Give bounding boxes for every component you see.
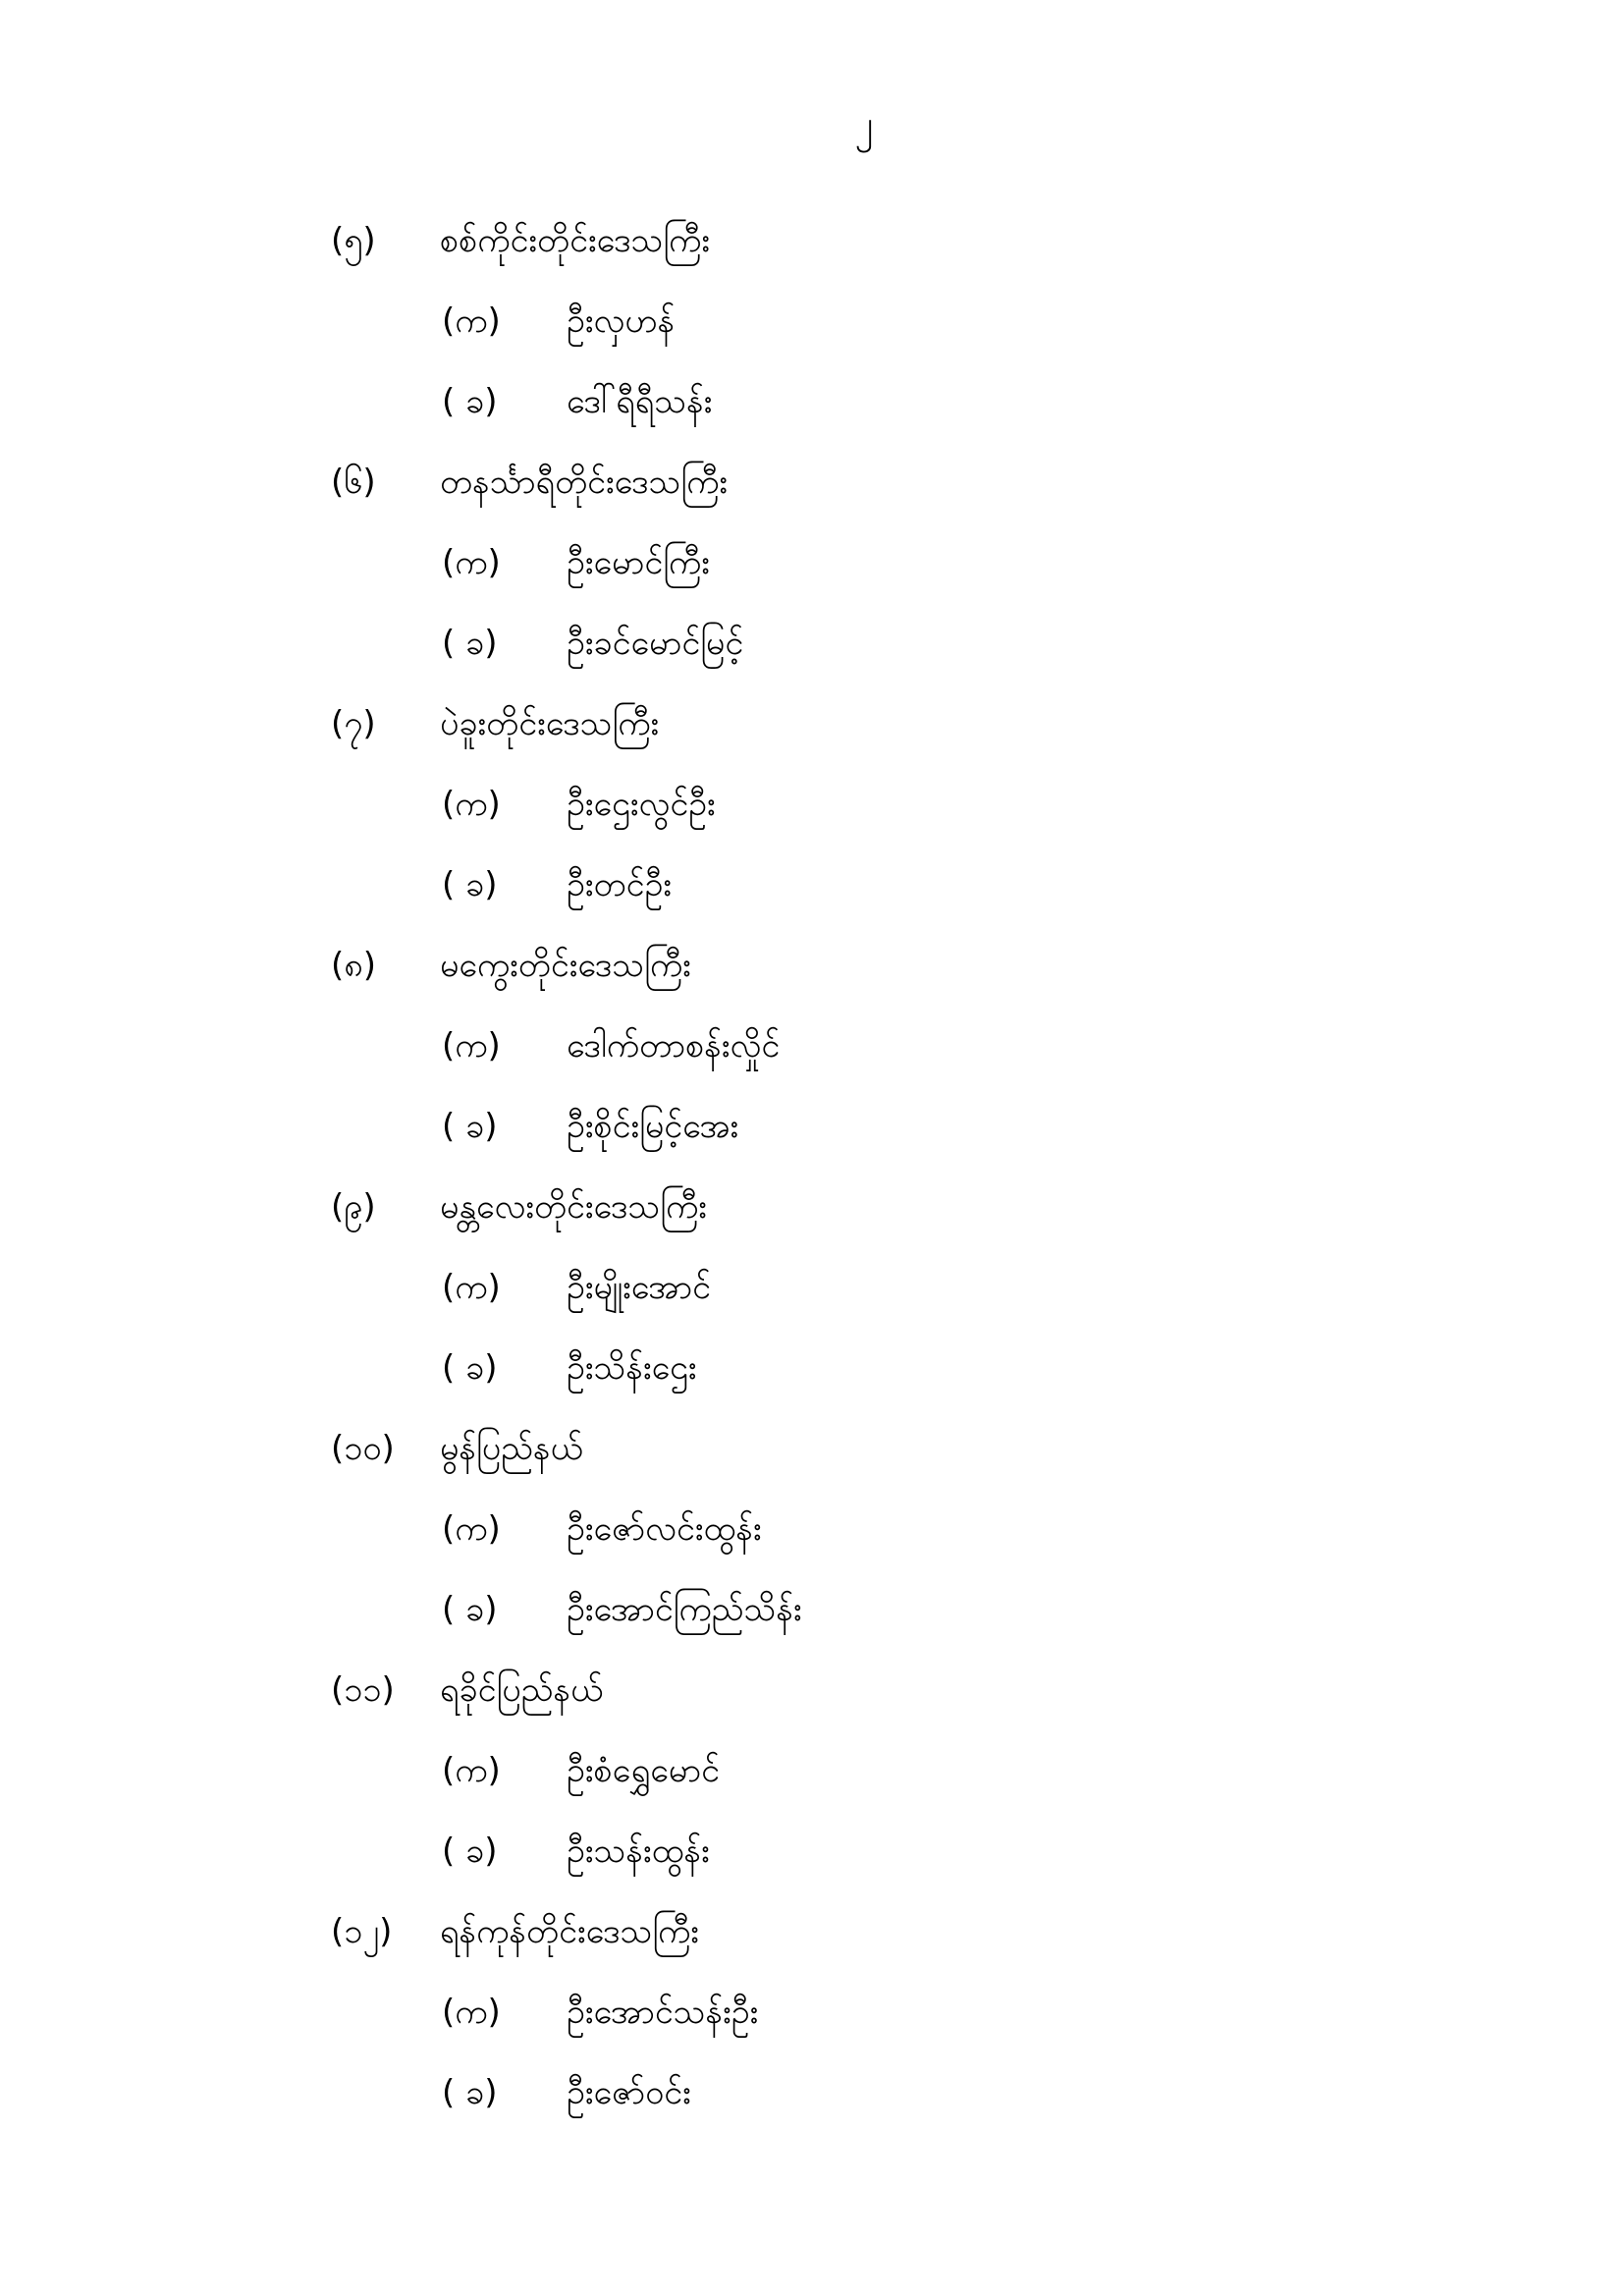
region-number: (၈) (331, 946, 376, 985)
region-header-row (0, 1167, 1624, 1247)
member-letter: (က) (442, 1268, 501, 1307)
region-block (0, 1408, 1624, 1650)
member-letter: ( ခ) (442, 865, 498, 904)
region-header-row (0, 1650, 1624, 1730)
member-name: ဦးအောင်သန်းဦး (567, 1993, 759, 2032)
member-letter: ( ခ) (442, 1590, 498, 1629)
region-header-row (0, 200, 1624, 281)
region-number: (၁၀) (331, 1429, 395, 1468)
member-row (0, 1328, 1624, 1408)
member-name: ဦးဇော်လင်းထွန်း (567, 1509, 762, 1549)
member-letter: (က) (442, 1026, 501, 1066)
region-name: ရခိုင်ပြည်နယ် (440, 1670, 604, 1710)
region-name: ပဲခူးတိုင်းဒေသကြီး (440, 704, 660, 743)
region-block (0, 1650, 1624, 1891)
member-letter: ( ခ) (442, 624, 498, 663)
member-name: ဒေါ်ရီရီသန်း (567, 382, 713, 421)
member-name: ဦးအောင်ကြည်သိန်း (567, 1590, 802, 1629)
region-block (0, 925, 1624, 1167)
region-block (0, 442, 1624, 683)
region-number: (၁၂) (331, 1912, 393, 1951)
region-header-row (0, 1408, 1624, 1489)
region-name: တနင်္သာရီတိုင်းဒေသကြီး (440, 463, 729, 502)
member-name: ဦးစံရွှေမောင် (567, 1751, 720, 1790)
member-row (0, 603, 1624, 683)
member-row (0, 1489, 1624, 1569)
member-name: ဦးဌေးလွင်ဦး (567, 785, 716, 824)
region-name: မကွေးတိုင်းဒေသကြီး (440, 946, 691, 985)
member-letter: ( ခ) (442, 2073, 498, 2112)
region-name: ရန်ကုန်တိုင်းဒေသကြီး (440, 1912, 699, 1951)
member-letter: (က) (442, 1509, 501, 1549)
member-letter: ( ခ) (442, 382, 498, 421)
region-number: (၅) (331, 221, 376, 260)
member-letter: (က) (442, 1993, 501, 2032)
member-row (0, 764, 1624, 845)
member-name: ဦးသန်းထွန်း (567, 1831, 710, 1871)
region-header-row (0, 683, 1624, 764)
member-letter: (က) (442, 301, 501, 341)
region-header-row (0, 442, 1624, 522)
member-row (0, 1811, 1624, 1891)
member-letter: ( ခ) (442, 1348, 498, 1388)
member-row (0, 1247, 1624, 1328)
member-name: ဒေါက်တာစန်းလှိုင် (567, 1026, 781, 1066)
region-name: မွန်ပြည်နယ် (440, 1429, 583, 1468)
region-block (0, 1167, 1624, 1408)
region-list (0, 200, 1624, 2133)
member-row (0, 1569, 1624, 1650)
region-block (0, 200, 1624, 442)
member-name: ဦးမောင်ကြီး (567, 543, 710, 582)
member-letter: (က) (442, 1751, 501, 1790)
member-letter: ( ခ) (442, 1831, 498, 1871)
member-letter: ( ခ) (442, 1107, 498, 1146)
member-row (0, 2052, 1624, 2133)
region-number: (၉) (331, 1187, 376, 1227)
member-name: ဦးဇော်ဝင်း (567, 2073, 691, 2112)
region-name: စစ်ကိုင်းတိုင်းဒေသကြီး (440, 221, 710, 260)
member-letter: (က) (442, 785, 501, 824)
member-name: ဦးစိုင်းမြင့်အေး (567, 1107, 739, 1146)
region-number: (၁၁) (331, 1670, 395, 1710)
member-name: ဦးလှဟန် (567, 301, 676, 341)
member-row (0, 522, 1624, 603)
region-name: မန္တလေးတိုင်းဒေသကြီး (440, 1187, 707, 1227)
member-row (0, 1086, 1624, 1167)
region-block (0, 1891, 1624, 2133)
member-name: ဦးသိန်းဌေး (567, 1348, 697, 1388)
member-row (0, 1006, 1624, 1086)
member-row (0, 1972, 1624, 2052)
region-number: (၆) (331, 463, 376, 502)
member-name: ဦးတင်ဦး (567, 865, 672, 904)
member-row (0, 1730, 1624, 1811)
member-row (0, 845, 1624, 925)
region-header-row (0, 1891, 1624, 1972)
member-name: ဦးခင်မောင်မြင့် (567, 624, 744, 663)
member-letter: (က) (442, 543, 501, 582)
region-number: (၇) (331, 704, 376, 743)
member-name: ဦးမျိုးအောင် (567, 1268, 711, 1307)
member-row (0, 281, 1624, 361)
region-header-row (0, 925, 1624, 1006)
page-number: ၂ (854, 102, 874, 145)
region-block (0, 683, 1624, 925)
member-row (0, 361, 1624, 442)
